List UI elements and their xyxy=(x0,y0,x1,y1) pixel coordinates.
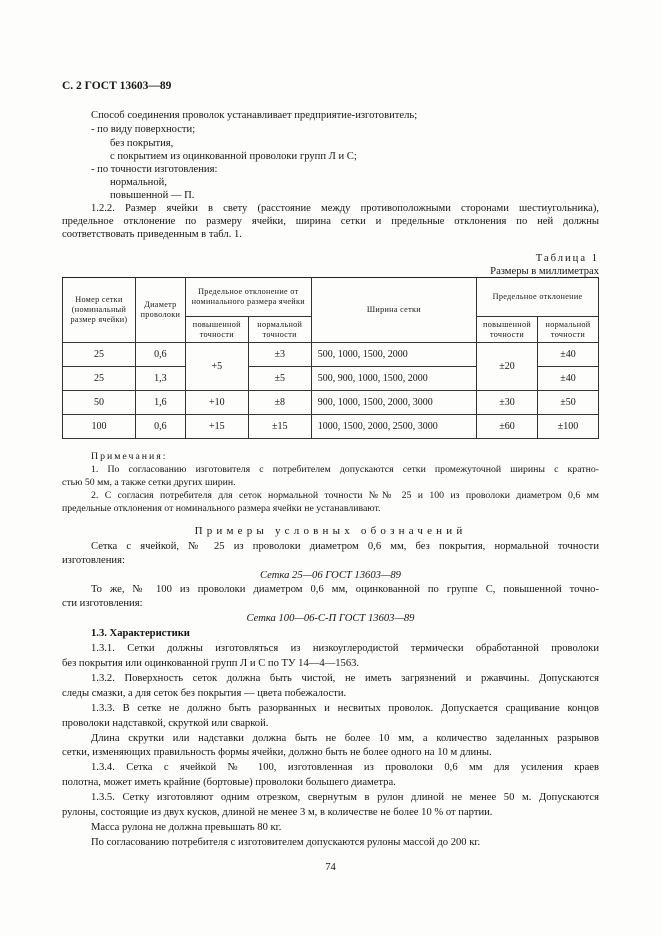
column-header: Ширина сетки xyxy=(311,278,476,343)
table-cell: 500, 900, 1000, 1500, 2000 xyxy=(311,367,476,391)
table-cell: ±100 xyxy=(538,415,599,439)
list-item: - по точности изготовления: xyxy=(91,164,218,175)
section-heading: Примеры условных обозначений xyxy=(194,525,467,537)
table-units: Размеры в миллиметрах xyxy=(490,266,599,277)
table-cell: 0,6 xyxy=(135,415,185,439)
table-cell: ±60 xyxy=(477,415,538,439)
table-cell: +15 xyxy=(185,415,248,439)
paragraph: сетки, изменяющих правильность формы ячейки, должно быть не более одного на 10 м длины. xyxy=(62,747,492,758)
designation-example: Сетка 100—06-С-П ГОСТ 13603—89 xyxy=(246,613,415,624)
column-subheader: нормальной точности xyxy=(538,317,599,343)
table-cell: ±5 xyxy=(248,367,311,391)
table-cell: +10 xyxy=(185,391,248,415)
paragraph: Длина скрутки или надставки должна быть не более 10 мм, а количество заделанных разрывов xyxy=(91,733,599,744)
dimensions-table xyxy=(62,277,599,439)
list-item: без покрытия, xyxy=(110,138,174,149)
table-cell: ±40 xyxy=(538,367,599,391)
paragraph: рулоны, состоящие из двух кусков, длиной не менее 3 м, в количестве не более 10 % от партии. xyxy=(62,807,493,818)
list-item: нормальной, xyxy=(110,177,167,188)
paragraph: проволоки надставкой, скруткой или сваркой. xyxy=(62,718,269,729)
note: 1. По согласованию изготовителя с потребителем допускаются сетки промежуточной ширины с кратно- xyxy=(91,464,599,475)
table-cell: 25 xyxy=(63,367,136,391)
table-cell: 100 xyxy=(63,415,136,439)
table-cell: 25 xyxy=(63,343,136,367)
table-cell: ±20 xyxy=(477,343,538,391)
table-cell: 0,6 xyxy=(135,343,185,367)
table-cell: ±15 xyxy=(248,415,311,439)
list-item: - по виду поверхности; xyxy=(91,124,196,135)
paragraph: 1.3.3. В сетке не должно быть разорванных и несвитых проволок. Допускается сращивание концов xyxy=(91,703,599,714)
paragraph: соответствовать приведенным в табл. 1. xyxy=(62,229,242,240)
table-cell: 50 xyxy=(63,391,136,415)
table-row xyxy=(63,415,599,439)
column-subheader: повышенной точности xyxy=(185,317,248,343)
paragraph: Сетка с ячейкой, № 25 из проволоки диаметром 0,6 мм, без покрытия, нормальной точности xyxy=(91,541,599,552)
paragraph: без покрытия или оцинкованной групп Л и С по ТУ 14—4—1563. xyxy=(62,658,360,669)
table-cell: ±8 xyxy=(248,391,311,415)
paragraph: изготовления: xyxy=(62,555,125,566)
column-header: Предельное отклонение от номинального размера ячейки xyxy=(185,278,311,317)
column-header: Диаметр проволоки xyxy=(135,278,185,343)
table-cell: ±40 xyxy=(538,343,599,367)
paragraph: 1.2.2. Размер ячейки в свету (расстояние между противоположными сторонами шестиугольника), xyxy=(91,203,599,214)
note: стью 50 мм, а также сетки других ширин. xyxy=(62,477,236,488)
column-header: Номер сетки (номинальный размер ячейки) xyxy=(63,278,136,343)
paragraph: Масса рулона не должна превышать 80 кг. xyxy=(91,822,282,833)
note: предельные отклонения от номинального размера ячейки не устанавливают. xyxy=(62,503,381,514)
page-number: 74 xyxy=(325,862,336,873)
paragraph: 1.3.2. Поверхность сеток должна быть чистой, не иметь загрязнений и ржавчины. Допускаются xyxy=(91,673,599,684)
note: 2. С согласия потребителя для сеток нормальной точности №№ 25 и 100 из проволоки диаметром 0,6 мм xyxy=(91,490,599,501)
page-header: С. 2 ГОСТ 13603—89 xyxy=(62,80,172,92)
table-cell: +5 xyxy=(185,343,248,391)
table-cell: ±3 xyxy=(248,343,311,367)
table-cell: 1,6 xyxy=(135,391,185,415)
column-header: Предельное отклонение xyxy=(477,278,599,317)
table-caption: Таблица 1 xyxy=(535,253,599,264)
column-subheader: повышенной точности xyxy=(477,317,538,343)
paragraph: полотна, может иметь крайние (бортовые) проволоки большего диаметра. xyxy=(62,777,396,788)
paragraph: По согласованию потребителя с изготовителем допускаются рулоны массой до 200 кг. xyxy=(91,837,481,848)
list-item: повышенной — П. xyxy=(110,190,195,201)
table-cell: 1000, 1500, 2000, 2500, 3000 xyxy=(311,415,476,439)
paragraph: предельное отклонение по размеру ячейки, ширина сетки и предельные отклонения по ней должны xyxy=(62,216,599,227)
paragraph: следы смазки, а для сеток без покрытия — цвета побежалости. xyxy=(62,688,347,699)
paragraph: То же, № 100 из проволоки диаметром 0,6 мм, оцинкованной по группе С, повышенной точно- xyxy=(91,584,599,595)
paragraph: 1.3.4. Сетка с ячейкой № 100, изготовленная из проволоки 0,6 мм для усиления краев xyxy=(91,762,599,773)
paragraph: сти изготовления: xyxy=(62,598,143,609)
designation-example: Сетка 25—06 ГОСТ 13603—89 xyxy=(260,570,401,581)
table-cell: 900, 1000, 1500, 2000, 3000 xyxy=(311,391,476,415)
column-subheader: нормальной точности xyxy=(248,317,311,343)
table-cell: 500, 1000, 1500, 2000 xyxy=(311,343,476,367)
table-cell: 1,3 xyxy=(135,367,185,391)
table-row xyxy=(63,343,599,367)
section-title: 1.3. Характеристики xyxy=(91,628,190,639)
table-cell: ±50 xyxy=(538,391,599,415)
list-item: с покрытием из оцинкованной проволоки групп Л и С; xyxy=(110,151,357,162)
table-cell: ±30 xyxy=(477,391,538,415)
paragraph: 1.3.1. Сетки должны изготовляться из низкоуглеродистой термически обработанной проволоки xyxy=(91,643,599,654)
paragraph: Способ соединения проволок устанавливает предприятие-изготовитель; xyxy=(91,110,418,121)
notes-heading: Примечания: xyxy=(91,451,168,462)
table-row xyxy=(63,391,599,415)
paragraph: 1.3.5. Сетку изготовляют одним отрезком, свернутым в рулон длиной не менее 50 м. Допускаются xyxy=(91,792,599,803)
